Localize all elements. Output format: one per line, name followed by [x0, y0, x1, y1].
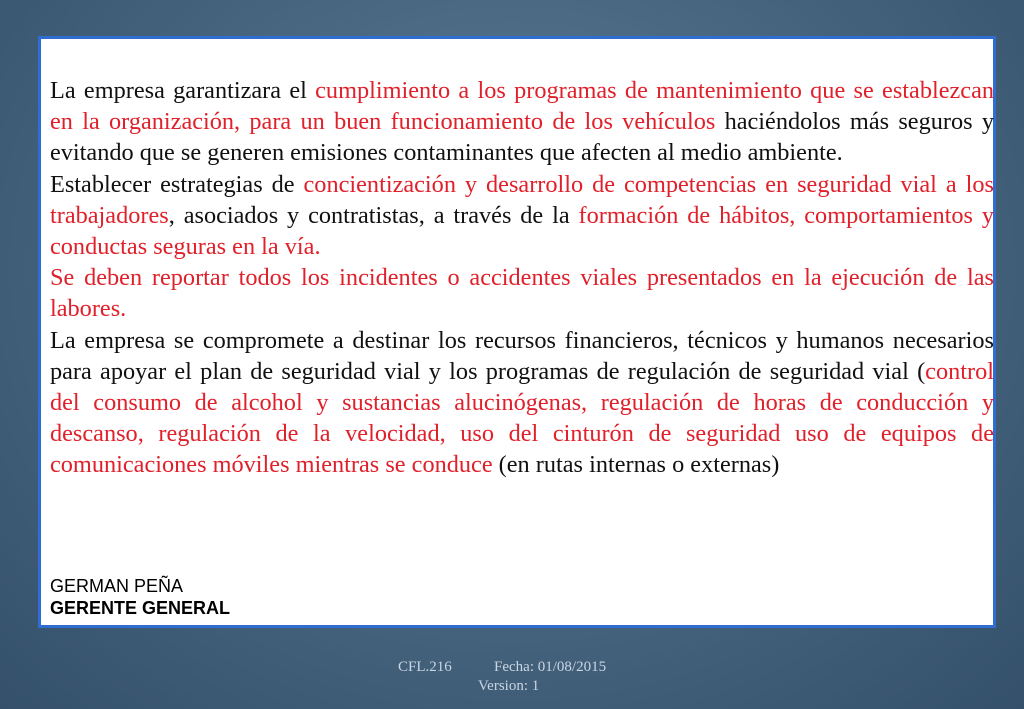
policy-card	[38, 36, 996, 628]
paragraph-maintenance	[50, 75, 994, 169]
highlight-segment: concientización y desarrollo de competencias en seguridad vial a los trabajadores	[50, 170, 994, 229]
policy-text	[50, 75, 994, 481]
signature-block	[50, 575, 230, 619]
paragraph-awareness	[50, 169, 994, 263]
footer-top-row	[398, 658, 638, 677]
document-version: Version: 1	[478, 678, 540, 694]
highlight-segment: Se deben reportar todos los incidentes o accidentes viales presentados en la ejecución de las labores.	[50, 264, 994, 323]
document-date: Fecha: 01/08/2015	[494, 659, 607, 675]
slide-footer	[398, 658, 638, 696]
text-segment: (en rutas internas o externas)	[492, 451, 780, 479]
document-code: CFL.216	[398, 659, 452, 675]
highlight-segment: cumplimiento a los programas de mantenimiento que se establezcan en la organización, para un buen funcionamiento de los vehículos	[50, 77, 994, 136]
paragraph-reporting	[50, 262, 994, 324]
text-segment: , asociados y contratistas, a través de la	[168, 201, 579, 229]
text-segment: Establecer estrategias de	[50, 170, 304, 198]
signer-title: GERENTE GENERAL	[50, 598, 231, 618]
text-segment: haciéndolos más seguros y evitando que se generen emisiones contaminantes que afecten al medio ambiente.	[50, 108, 994, 167]
text-segment: La empresa se compromete a destinar los recursos financieros, técnicos y humanos necesarios para apoyar el plan de seguridad vial y los programas de regulación de seguridad vial (	[50, 326, 994, 385]
paragraph-resources	[50, 325, 994, 481]
text-segment: La empresa garantizara el	[50, 77, 316, 104]
highlight-segment: control del consumo de alcohol y sustancias alucinógenas, regulación de horas de conducción y descanso, regulación de la velocidad, uso del cinturón de seguridad uso de equipos de comunicaciones móviles mientras se conduce	[50, 357, 994, 479]
highlight-segment: formación de hábitos, comportamientos y conductas seguras en la vía.	[50, 201, 994, 261]
signer-name: GERMAN PEÑA	[50, 576, 184, 596]
